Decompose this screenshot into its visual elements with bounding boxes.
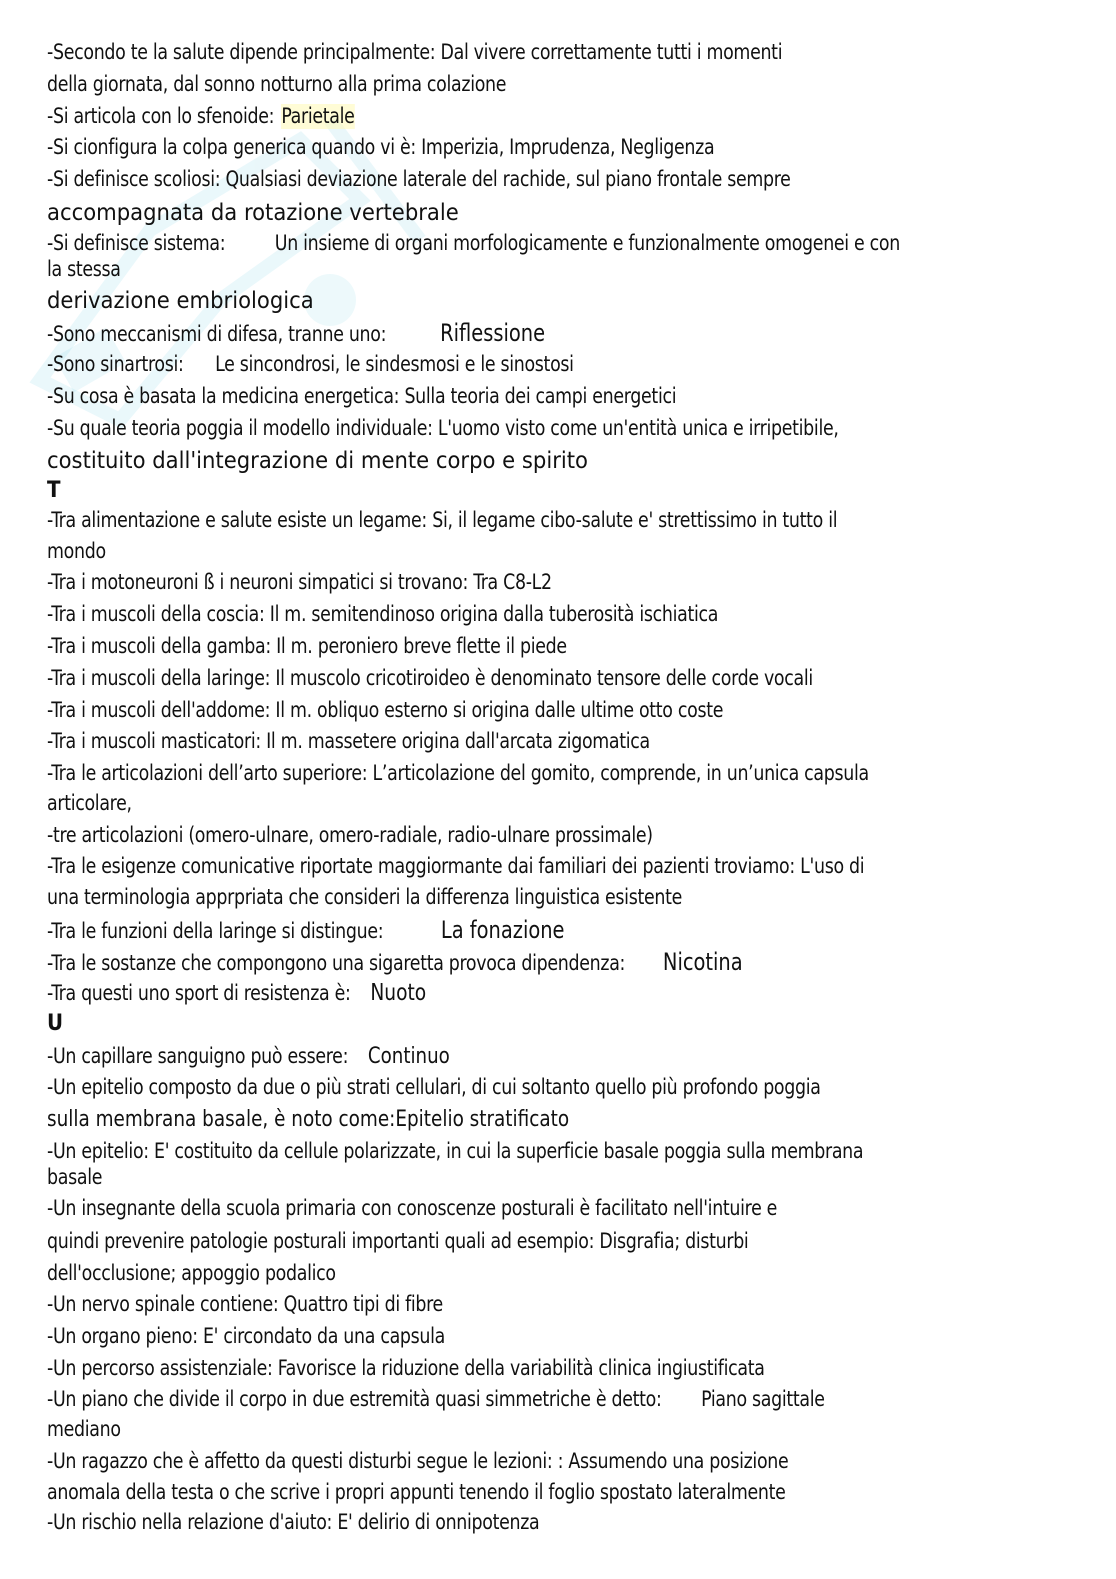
entry-line: una terminologia apprpriata che consideri la differenza linguistica esistente [47,885,682,910]
entry-line: -Su cosa è basata la medicina energetica: Sulla teoria dei campi energetici [47,384,677,409]
entry-line: -Un nervo spinale contiene: Quattro tipi di fibre [47,1292,443,1317]
entry-line: -Un ragazzo che è affetto da questi disturbi segue le lezioni: : Assumendo una posizione [47,1449,789,1474]
entry-line: -Tra i muscoli della laringe: Il muscolo cricotiroideo è denominato tensore delle corde vocali [47,666,813,691]
entry-line: -Tra i motoneuroni ß i neuroni simpatici si trovano: Tra C8-L2 [47,570,552,595]
entry-line: -Tra i muscoli della gamba: Il m. peroniero breve flette il piede [47,634,567,659]
entry-line: -Tra le sostanze che compongono una sigaretta provoca dipendenza: Nicotina [47,948,743,976]
entry-line: -Tra i muscoli della coscia: Il m. semitendinoso origina dalla tuberosità ischiatica [47,602,719,627]
entry-line: -Un epitelio composto da due o più strati cellulari, di cui soltanto quello più profondo poggia [47,1075,821,1100]
entry-line: -Sono sinartrosi: Le sincondrosi, le sindesmosi e le sinostosi [47,352,574,377]
entry-line: della giornata, dal sonno notturno alla prima colazione [47,72,507,97]
entry-line: anomala della testa o che scrive i propri appunti tenendo il foglio spostato lateralmente [47,1480,786,1505]
highlighted-answer: Parietale [281,104,355,129]
entry-line: -tre articolazioni (omero-ulnare, omero-radiale, radio-ulnare prossimale) [47,823,653,848]
entry-line: -Su quale teoria poggia il modello individuale: L'uomo visto come un'entità unica e irripetibile, [47,416,839,441]
entry-line: -Un epitelio: E' costituito da cellule polarizzate, in cui la superficie basale poggia sulla membrana [47,1139,864,1164]
entry-line: -Secondo te la salute dipende principalmente: Dal vivere correttamente tutti i momenti [47,40,783,65]
entry-line: -Tra alimentazione e salute esiste un legame: Si, il legame cibo-salute e' strettissimo in tutto il [47,508,838,533]
entry-line: -Un piano che divide il corpo in due estremità quasi simmetriche è detto: Piano sagittale [47,1387,825,1412]
entry-line: derivazione embriologica [47,286,314,314]
section-heading: U [47,1011,63,1036]
entry-line: -Un rischio nella relazione d'aiuto: E' delirio di onnipotenza [47,1510,540,1535]
entry-line: -Un capillare sanguigno può essere: Continuo [47,1043,450,1069]
entry-line: costituito dall'integrazione di mente corpo e spirito [47,446,588,474]
entry-line: basale [47,1165,103,1190]
entry-line: mondo [47,539,106,564]
entry-line: -Tra le funzioni della laringe si distingue: La fonazione [47,916,565,944]
entry-line: -Tra le esigenze comunicative riportate maggiormante dai familiari dei pazienti troviamo: L'uso di [47,854,865,879]
entry-line: -Tra questi uno sport di resistenza è: Nuoto [47,980,427,1006]
entry-line: sulla membrana basale, è noto come:Epitelio stratificato [47,1107,570,1132]
entry-line: -Un insegnante della scuola primaria con conoscenze posturali è facilitato nell'intuire e [47,1196,778,1221]
entry-line: quindi prevenire patologie posturali importanti quali ad esempio: Disgrafia; disturbi [47,1229,749,1254]
entry-line: accompagnata da rotazione vertebrale [47,198,459,226]
entry-line: mediano [47,1417,121,1442]
entry-line: -Un percorso assistenziale: Favorisce la riduzione della variabilità clinica ingiustificata [47,1356,765,1381]
entry-line: -Si articola con lo sfenoide: Parietale [47,104,355,129]
entry-line: -Si cionfigura la colpa generica quando vi è: Imperizia, Imprudenza, Negligenza [47,135,715,160]
entry-line: -Tra le articolazioni dell’arto superiore: L’articolazione del gomito, comprende, in un’unica capsula [47,761,869,786]
entry-line: -Si definisce sistema: Un insieme di organi morfologicamente e funzionalmente omogenei e con [47,231,900,256]
entry-line: -Tra i muscoli dell'addome: Il m. obliquo esterno si origina dalle ultime otto coste [47,698,724,723]
entry-line: -Tra i muscoli masticatori: Il m. massetere origina dall'arcata zigomatica [47,729,650,754]
entry-line: articolare, [47,791,132,816]
entry-line: dell'occlusione; appoggio podalico [47,1261,336,1286]
section-heading: T [47,478,61,503]
entry-line: -Si definisce scoliosi: Qualsiasi deviazione laterale del rachide, sul piano frontale sempre [47,167,791,192]
entry-line: -Sono meccanismi di difesa, tranne uno: Riflessione [47,319,546,347]
entry-line: la stessa [47,257,121,282]
entry-line: -Un organo pieno: E' circondato da una capsula [47,1324,446,1349]
